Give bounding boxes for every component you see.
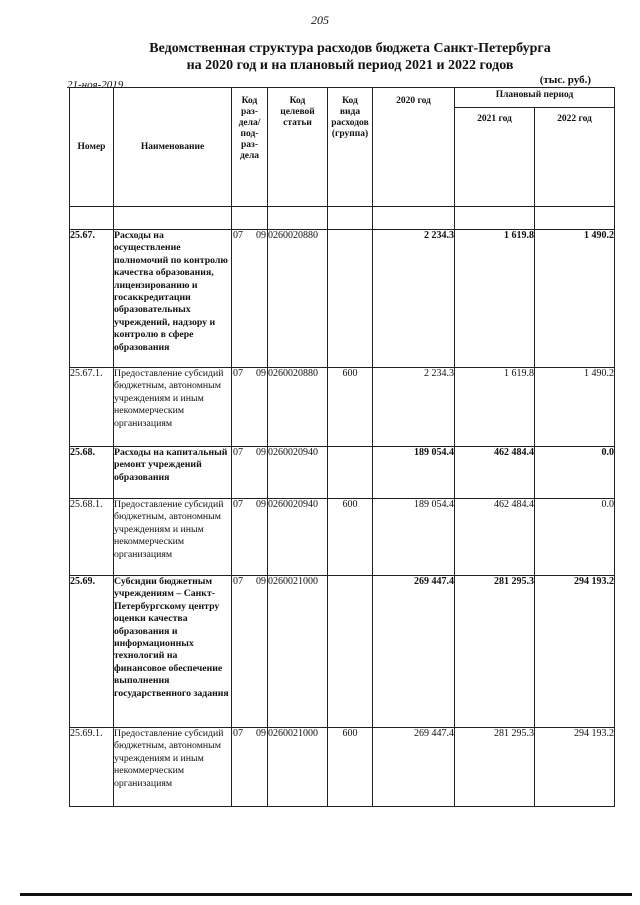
row-value-2020: 2 234.3 — [373, 368, 455, 447]
table-row — [70, 499, 615, 576]
row-value-2021: 281 295.3 — [455, 576, 535, 728]
document-title — [60, 40, 640, 74]
col-header-number: Номер — [70, 88, 114, 207]
table-row — [70, 728, 615, 807]
row-value-2022: 0.0 — [535, 447, 615, 499]
col-header-2021: 2021 год — [455, 108, 535, 207]
row-value-2022: 294 193.2 — [535, 576, 615, 728]
row-value-2021: 281 295.3 — [455, 728, 535, 807]
row-value-2022: 0.0 — [535, 499, 615, 576]
row-number: 25.69. — [70, 576, 114, 728]
row-expense-code — [328, 576, 373, 728]
row-section: 07 09 — [232, 230, 268, 368]
row-target-code: 0260020880 — [268, 230, 328, 368]
bottom-rule — [20, 893, 632, 896]
row-value-2021: 462 484.4 — [455, 447, 535, 499]
row-target-code: 0260021000 — [268, 576, 328, 728]
header-row — [70, 88, 615, 108]
col-header-target-code: Код целевой статьи — [268, 88, 328, 207]
row-name: Расходы на осуществление полномочий по контролю качества образования, лицензированию и госаккредитации образовательных учреждений, надзору и контролю в сфере образования — [114, 230, 232, 368]
table-row — [70, 576, 615, 728]
row-section: 07 09 — [232, 576, 268, 728]
row-value-2022: 1 490.2 — [535, 368, 615, 447]
table-row — [70, 230, 615, 368]
title-line-2: на 2020 год и на плановый период 2021 и 2022 годов — [186, 58, 514, 73]
row-value-2020: 2 234.3 — [373, 230, 455, 368]
document-date: 21-ноя-2019 — [67, 79, 124, 91]
row-expense-code — [328, 447, 373, 499]
row-name: Расходы на капитальный ремонт учреждений образования — [114, 447, 232, 499]
col-header-expense-code: Код вида расходов (группа) — [328, 88, 373, 207]
col-header-section: Код раз- дела/ под- раз- дела — [232, 88, 268, 207]
row-value-2021: 462 484.4 — [455, 499, 535, 576]
row-number: 25.67. — [70, 230, 114, 368]
row-value-2020: 189 054.4 — [373, 499, 455, 576]
row-name: Предоставление субсидий бюджетным, автономным учреждениям и иным некоммерческим организациям — [114, 728, 232, 807]
row-value-2022: 1 490.2 — [535, 230, 615, 368]
row-value-2022: 294 193.2 — [535, 728, 615, 807]
row-value-2020: 269 447.4 — [373, 728, 455, 807]
row-section: 07 09 — [232, 728, 268, 807]
col-header-name: Наименование — [114, 88, 232, 207]
budget-table — [69, 87, 615, 807]
row-number: 25.67.1. — [70, 368, 114, 447]
row-target-code: 0260020940 — [268, 499, 328, 576]
row-target-code: 0260021000 — [268, 728, 328, 807]
row-expense-code: 600 — [328, 499, 373, 576]
row-value-2021: 1 619.8 — [455, 368, 535, 447]
table-row — [70, 447, 615, 499]
row-value-2020: 189 054.4 — [373, 447, 455, 499]
row-target-code: 0260020880 — [268, 368, 328, 447]
row-number: 25.68.1. — [70, 499, 114, 576]
row-section: 07 09 — [232, 368, 268, 447]
row-expense-code: 600 — [328, 368, 373, 447]
row-name: Предоставление субсидий бюджетным, автономным учреждениям и иным некоммерческим организациям — [114, 499, 232, 576]
title-line-1: Ведомственная структура расходов бюджета Санкт-Петербурга — [149, 41, 551, 56]
col-header-2022: 2022 год — [535, 108, 615, 207]
row-name: Предоставление субсидий бюджетным, автономным учреждениям и иным некоммерческим организациям — [114, 368, 232, 447]
table-row — [70, 368, 615, 447]
row-value-2020: 269 447.4 — [373, 576, 455, 728]
spacer-row — [70, 207, 615, 230]
row-section: 07 09 — [232, 447, 268, 499]
units-label: (тыс. руб.) — [539, 74, 591, 86]
row-number: 25.69.1. — [70, 728, 114, 807]
row-number: 25.68. — [70, 447, 114, 499]
row-expense-code — [328, 230, 373, 368]
row-expense-code: 600 — [328, 728, 373, 807]
col-header-planned-period: Плановый период — [455, 88, 615, 108]
row-target-code: 0260020940 — [268, 447, 328, 499]
row-section: 07 09 — [232, 499, 268, 576]
col-header-2020: 2020 год — [373, 88, 455, 207]
page-number: 205 — [311, 13, 329, 27]
row-value-2021: 1 619.8 — [455, 230, 535, 368]
row-name: Субсидии бюджетным учреждениям – Санкт-Петербургскому центру оценки качества образования и информационных технологий на финансовое обеспечение выполнения государственного задания — [114, 576, 232, 728]
